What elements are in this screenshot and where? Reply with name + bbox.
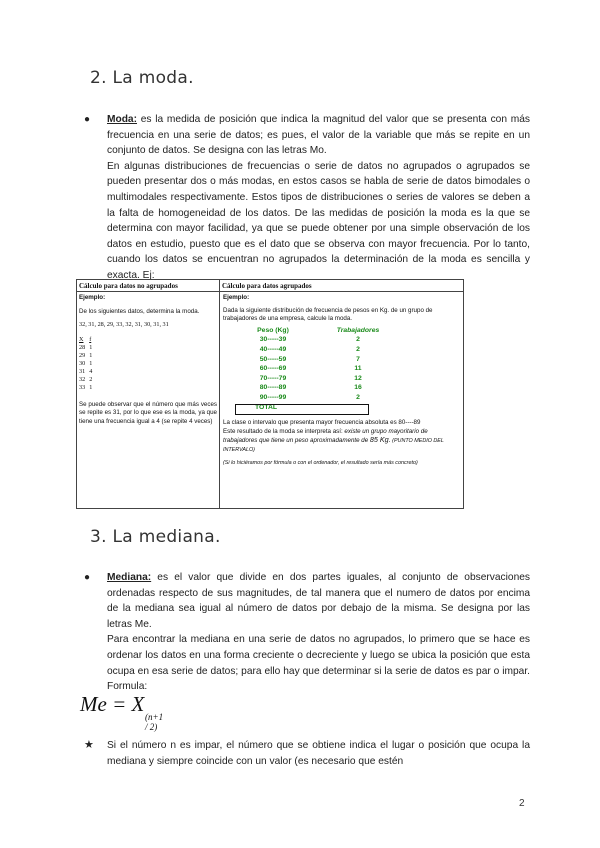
- table-col-left-title: Cálculo para datos no agrupados: [77, 280, 219, 292]
- ungrouped-conclusion: Se puede observar que el número que más veces se repite es 31, por lo que ese es la moda, ya que tiene una frecuencia igual a 4 (se repite 4 veces): [79, 400, 217, 425]
- grouped-note-2: Este resultado de la moda se interpreta así: existe un grupo mayoritario de trabajadores que tiene un peso aproximadamente de 85 Kg. (PUNTO MEDIO DEL INTERVALO): [223, 427, 444, 453]
- star-icon: ★: [84, 739, 94, 751]
- odd-case-text: Si el número n es impar, el número que se obtiene indica el lugar o posición que ocupa la mediana y siempre coincide con un valor (es necesario que estén: [107, 740, 530, 767]
- moda-term: Moda:: [107, 114, 137, 125]
- table-row: 32 2: [79, 375, 93, 383]
- table-row: 40-----49 2: [259, 345, 360, 353]
- table-row: 30-----39 2: [259, 336, 360, 344]
- table-col-right-title: Cálculo para datos agrupados: [220, 280, 464, 292]
- moda-example-table: [76, 279, 464, 509]
- table-row-highlighted: 80-----89 16: [259, 384, 362, 392]
- median-formula: [80, 692, 164, 732]
- table-row: 90-----99 2: [259, 393, 360, 401]
- moda-bullet: [84, 112, 530, 284]
- odd-case-item: [84, 738, 530, 769]
- table-row: 60-----69 11: [259, 365, 362, 373]
- formula-subscript: (n+1 / 2): [145, 712, 164, 732]
- bullet-icon: ●: [84, 572, 91, 583]
- table-left-cell: Ejemplo: De los siguientes datos, determina la moda. 32, 31, 28, 29, 33, 32, 31, 30, 31, 31 X f 28 1 29 1 30 1 31 4 32 2 33 1 Se puede observar que el número que más veces se repite es 31, por lo que ese es la moda, ya que tiene una frecuencia igual a 4 (se repite 4 veces): [79, 294, 217, 425]
- table-row: 29 1: [79, 351, 93, 359]
- total-label: TOTAL: [255, 403, 278, 411]
- mediana-term: Mediana:: [107, 572, 152, 583]
- moda-explanation: En algunas distribuciones de frecuencias o serie de datos no agrupados o agrupados se pueden presentar dos o más modas, en estos casos se habla de serie de datos bimodales o multimodales respectivamente. Estos tipos de distribuciones o series de valores se deben a la falta de homogeneidad de los datos. De las medidas de posición la moda es la que se determina con mayor facilidad, ya que se puede obtener por una simple observación de los datos en estudio, puesto que es el dato que se observa con mayor frecuencia. Por lo tanto, cuando los datos se encuentran no agrupados la determinación de la moda es sencilla y exacta. Ej:: [107, 160, 530, 281]
- table-row: 70-----79 12: [259, 374, 362, 382]
- section-title-mediana: 3. La mediana.: [90, 527, 221, 547]
- grouped-note-3: (Si lo hiciéramos por fórmula o con el ordenador, el resultado sería más concreto): [223, 459, 418, 466]
- table-row: 33 1: [79, 383, 93, 391]
- formula-main: Me = X: [80, 692, 145, 716]
- ungrouped-freq-table: X f 28 1 29 1 30 1 31 4 32 2 33 1: [79, 336, 96, 392]
- moda-definition: Moda: es la medida de posición que indica la magnitud del valor que se presenta con más frecuencia en una serie de datos; es pues, el valor de la variable que más se repite en un conjunto de datos. Se designa con las letras Mo.: [107, 114, 530, 157]
- page-number: 2: [519, 798, 525, 809]
- table-row: 28 1: [79, 343, 93, 351]
- section-title-moda: 2. La moda.: [90, 68, 194, 88]
- mediana-definition: Mediana: es el valor que divide en dos partes iguales, al conjunto de observaciones ordenadas respecto de sus magnitudes, de tal manera que el numero de datos por encima de la mediana sea igual al número de datos por debajo de la misma. Se designa por las letras Me.: [107, 572, 530, 630]
- bullet-icon: ●: [84, 114, 91, 125]
- mediana-bullet: [84, 570, 530, 695]
- grouped-freq-table: Peso (Kg) Trabajadores 30-----39 2 40-----49 2 50-----59 7 60-----69 11 70-----79 12 80-----89 16 90-----99 2 TOTAL: [233, 327, 461, 413]
- table-row: 30 1: [79, 359, 93, 367]
- grouped-note-1: La clase o intervalo que presenta mayor frecuencia absoluta es 80----89: [223, 419, 421, 427]
- mediana-explanation: Para encontrar la mediana en una serie de datos no agrupados, lo primero que se hace es ordenar los datos en una forma creciente o decreciente y luego se ubica la posición que esta ocupa en esa serie de datos; para ello hay que determinar si la serie de datos es par o impar. Formula:: [107, 634, 530, 693]
- modal-class-highlight-box: [235, 404, 369, 415]
- table-right-cell: Ejemplo: Dada la siguiente distribución de frecuencia de pesos en Kg. de un grupo de trabajadores de una empresa, calcule la moda. Peso (Kg) Trabajadores 30-----39 2 40-----49 2 50-----59 7 60-----69 11 70-----79 12 80-----89 16 90-----99 2 TOTAL La clase o intervalo que presenta mayor frecuencia absoluta es 80----89 Este resultado de la moda se interpreta así: existe un grupo mayoritario de trabajadores que tiene un peso aproximadamente de 85 Kg. (PUNTO MEDIO DEL INTERVALO) (Si lo hiciéramos por fórmula o con el ordenador, el resultado sería más concreto): [220, 292, 464, 469]
- table-row: 31 4: [79, 367, 93, 375]
- table-row: 50-----59 7: [259, 355, 360, 363]
- raw-data-line: 32, 31, 28, 29, 33, 32, 31, 30, 31, 31: [79, 321, 169, 329]
